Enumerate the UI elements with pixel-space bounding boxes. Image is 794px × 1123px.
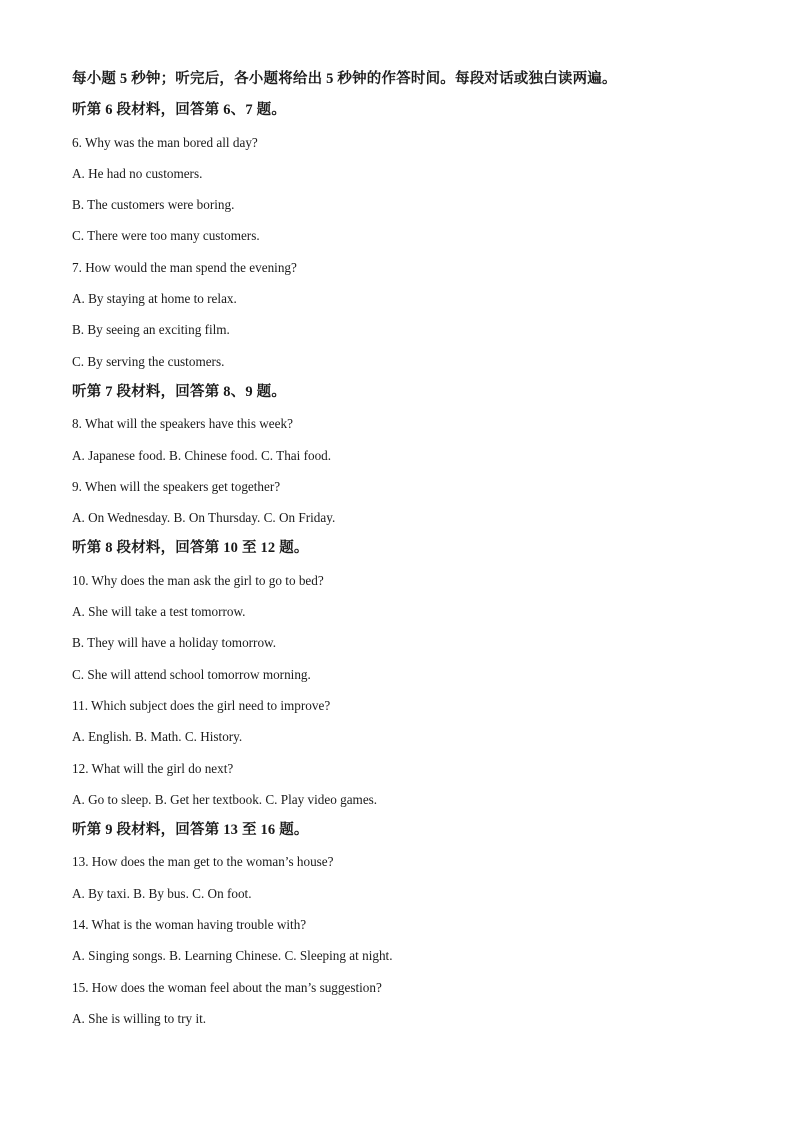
question-12-options: A. Go to sleep. B. Get her textbook. C. Play video games. [72, 791, 378, 807]
question-6-option-b: B. The customers were boring. [72, 197, 235, 213]
question-12: 12. What will the girl do next? [72, 760, 234, 776]
question-6-option-c: C. There were too many customers. [72, 228, 260, 244]
question-7: 7. How would the man spend the evening? [72, 259, 297, 275]
question-14-options: A. Singing songs. B. Learning Chinese. C. Sleeping at night. [72, 948, 393, 964]
question-13: 13. How does the man get to the woman’s house? [72, 854, 334, 870]
question-15: 15. How does the woman feel about the man’s suggestion? [72, 979, 382, 995]
question-10-option-b: B. They will have a holiday tomorrow. [72, 635, 276, 651]
question-7-option-a: A. By staying at home to relax. [72, 291, 237, 307]
question-15-option-a: A. She is willing to try it. [72, 1010, 207, 1026]
question-7-option-b: B. By seeing an exciting film. [72, 322, 230, 338]
section-heading-9: 听第 9 段材料，回答第 13 至 16 题。 [72, 822, 309, 839]
question-11-options: A. English. B. Math. C. History. [72, 729, 243, 745]
question-10-option-a: A. She will take a test tomorrow. [72, 604, 246, 620]
question-8-options: A. Japanese food. B. Chinese food. C. Thai food. [72, 447, 332, 463]
section-heading-7: 听第 7 段材料，回答第 8、9 题。 [72, 383, 287, 400]
question-14: 14. What is the woman having trouble with? [72, 917, 307, 933]
instruction-text: 每小题 5 秒钟；听完后，各小题将给出 5 秒钟的作答时间。每段对话或独白读两遍。 [72, 71, 617, 87]
question-10-option-c: C. She will attend school tomorrow morning. [72, 666, 311, 682]
question-9: 9. When will the speakers get together? [72, 478, 281, 494]
question-9-options: A. On Wednesday. B. On Thursday. C. On Friday. [72, 510, 336, 526]
question-11: 11. Which subject does the girl need to improve? [72, 697, 331, 713]
question-8: 8. What will the speakers have this week? [72, 416, 293, 432]
question-7-option-c: C. By serving the customers. [72, 353, 225, 369]
section-heading-8: 听第 8 段材料，回答第 10 至 12 题。 [72, 540, 309, 557]
question-6-option-a: A. He had no customers. [72, 165, 203, 181]
question-6: 6. Why was the man bored all day? [72, 134, 258, 150]
document-page [72, 64, 732, 1034]
section-heading-6: 听第 6 段材料，回答第 6、7 题。 [72, 102, 287, 119]
question-10: 10. Why does the man ask the girl to go to bed? [72, 572, 324, 588]
question-13-options: A. By taxi. B. By bus. C. On foot. [72, 885, 252, 901]
